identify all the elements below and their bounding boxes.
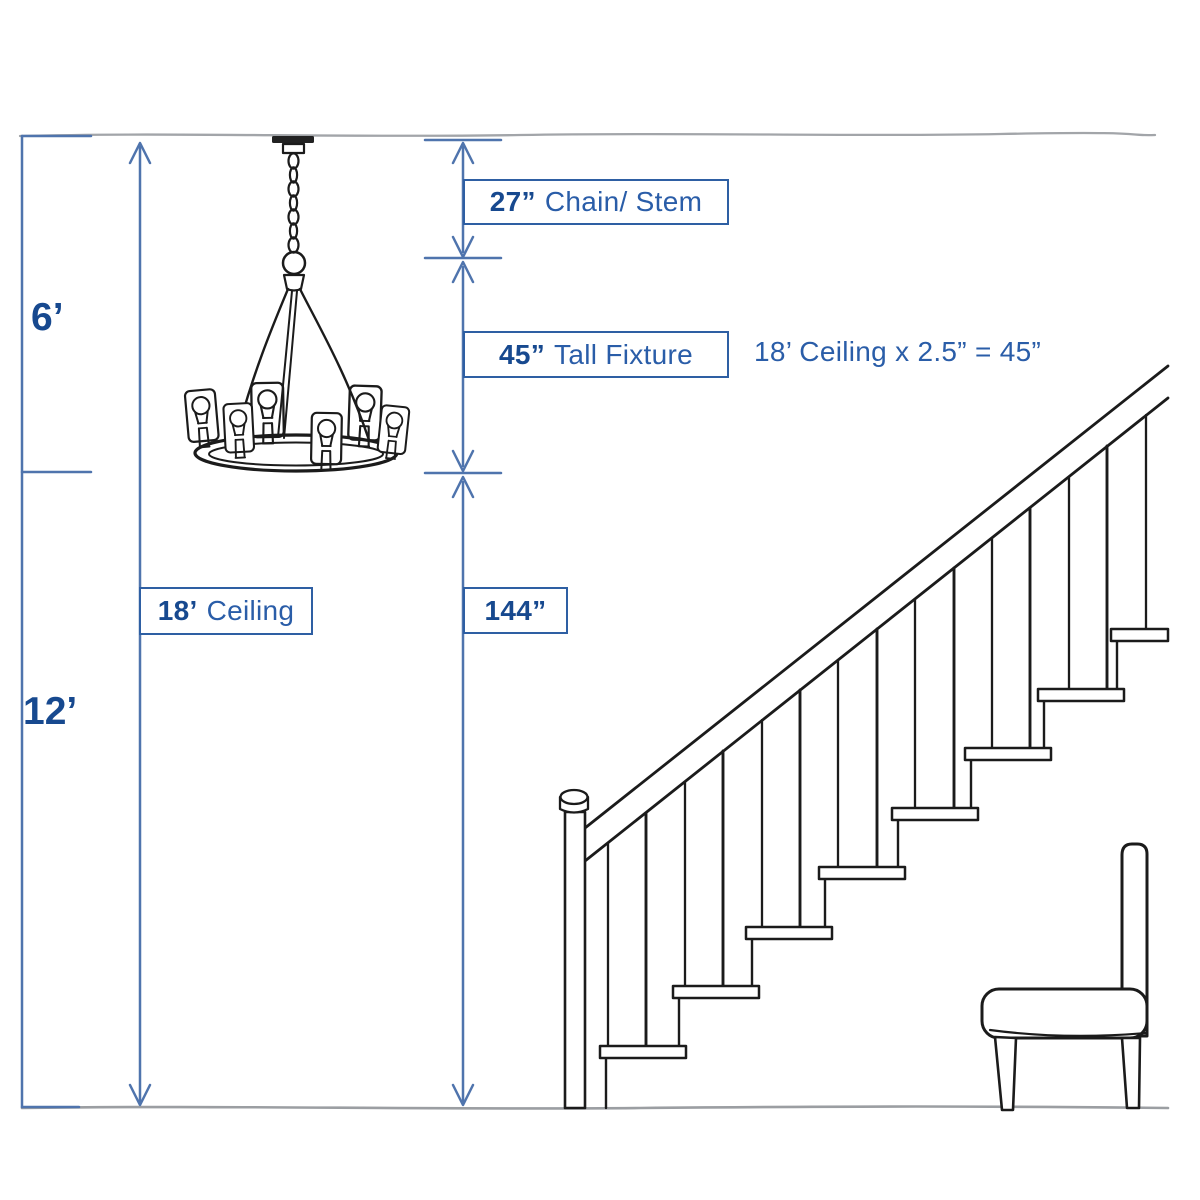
ceiling-height-label-box [139,587,313,635]
chain-stem-label-box [463,179,729,225]
left-height-dimension-line [22,136,91,1107]
ceiling-height-text: Ceiling [206,595,295,626]
tall-fixture-text: Tall Fixture [554,338,693,370]
chair-front-leg [995,1037,1016,1110]
ceiling-line [20,133,1155,136]
newel-post [565,812,585,1108]
tall-fixture-value: 45” [498,338,546,370]
chair-illustration [982,844,1147,1110]
collar [284,275,304,291]
chandelier-illustration [185,136,410,471]
chain-stem-text: Chain/ Stem [544,186,703,217]
sizing-formula-text: 18’ Ceiling x 2.5” = 45” [754,336,1042,367]
finial-ball [283,252,305,274]
floor-to-fixture-value: 144” [484,594,547,626]
chair-rear-leg [1122,1038,1140,1108]
ceiling-canopy [272,136,314,143]
floor-to-fixture-label-box [463,587,568,634]
tall-fixture-label-box [463,331,729,378]
newel-cap [560,790,588,813]
floor-line [22,1107,1168,1109]
chain [289,153,299,252]
balusters [608,415,1146,1046]
chair-seat [982,989,1147,1038]
ceiling-height-value: 18’ [157,595,198,626]
label-6ft: 6’ [31,296,64,339]
chain-stem-value: 27” [489,186,536,217]
label-12ft: 12’ [23,690,78,733]
